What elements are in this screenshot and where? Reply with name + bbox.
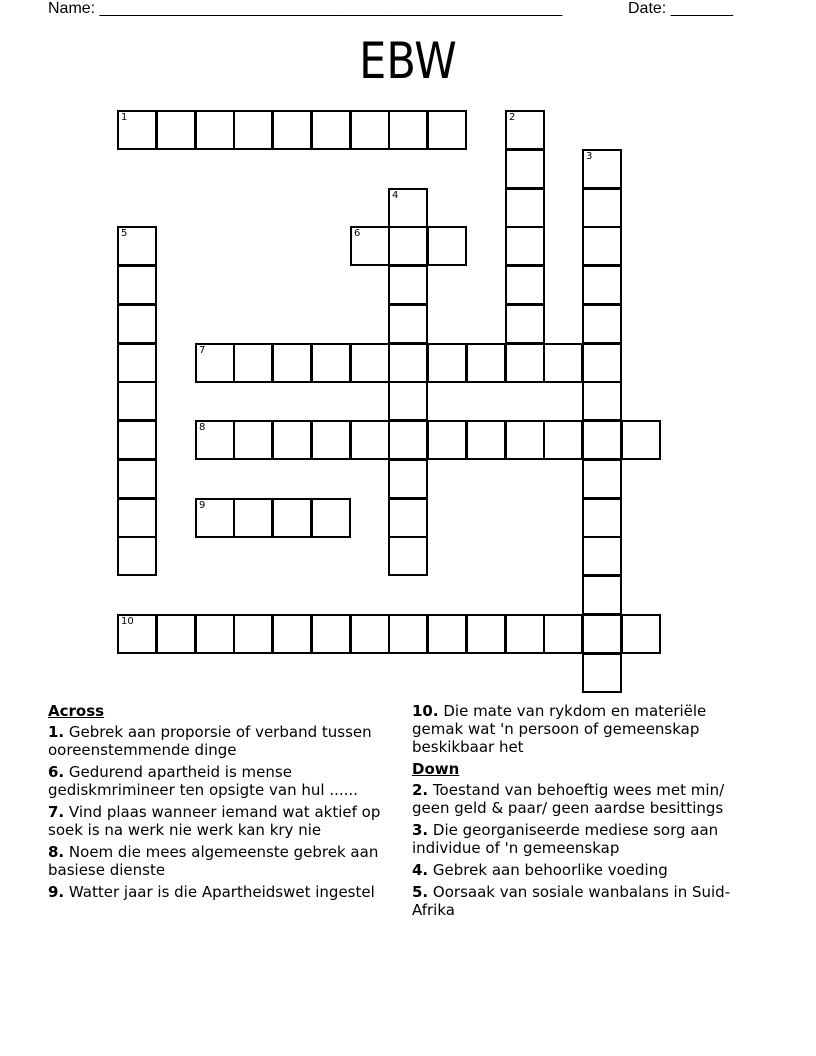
grid-cell[interactable] [195, 614, 235, 654]
clue-number-7: 7 [199, 345, 206, 356]
clue-number-9: 9 [199, 500, 206, 511]
clue-number-3: 3 [586, 151, 593, 162]
grid-cell[interactable] [505, 110, 545, 150]
grid-cell[interactable] [350, 110, 390, 150]
grid-cell[interactable] [311, 343, 351, 383]
clue-number-5: 5 [121, 228, 128, 239]
clue-across-9: 9. Watter jaar is die Apartheidswet ingestel [48, 883, 375, 901]
grid-cell[interactable] [117, 381, 157, 421]
grid-cell[interactable] [117, 420, 157, 460]
clues-right-column [412, 702, 762, 923]
page-title: EBW [359, 32, 457, 90]
clue-down-3: 3. Die georganiseerde mediese sorg aan individue of 'n gemeenskap [412, 821, 719, 857]
grid-cell[interactable] [272, 110, 312, 150]
grid-cell[interactable] [505, 304, 545, 344]
grid-cell[interactable] [117, 536, 157, 576]
grid-cell[interactable] [427, 614, 467, 654]
down-heading: Down [412, 760, 460, 778]
grid-cell[interactable] [195, 498, 235, 538]
clue-across-7: 7. Vind plaas wanneer iemand wat aktief op soek is na werk nie werk kan kry nie [48, 803, 381, 839]
clue-number-2: 2 [509, 112, 516, 123]
grid-cell[interactable] [350, 614, 390, 654]
grid-cell[interactable] [505, 614, 545, 654]
grid-cell[interactable] [272, 498, 312, 538]
clue-down-4: 4. Gebrek aan behoorlike voeding [412, 861, 668, 879]
grid-cell[interactable] [195, 420, 235, 460]
grid-cell[interactable] [543, 420, 583, 460]
grid-cell[interactable] [117, 343, 157, 383]
grid-cell[interactable] [156, 110, 196, 150]
clue-down-2: 2. Toestand van behoeftig wees met min/ geen geld & paar/ geen aardse besittings [412, 781, 725, 817]
clue-down-5: 5. Oorsaak van sosiale wanbalans in Suid-Afrika [412, 883, 731, 919]
grid-cell[interactable] [505, 420, 545, 460]
grid-cell[interactable] [117, 304, 157, 344]
grid-cell[interactable] [466, 420, 506, 460]
clue-number-10: 10 [121, 616, 134, 627]
grid-cell[interactable] [543, 614, 583, 654]
grid-cell[interactable] [466, 343, 506, 383]
grid-cell[interactable] [311, 420, 351, 460]
clue-number-6: 6 [354, 228, 361, 239]
grid-cell[interactable] [195, 343, 235, 383]
grid-cell[interactable] [427, 226, 467, 266]
grid-cell[interactable] [311, 614, 351, 654]
grid-cell[interactable] [195, 110, 235, 150]
clue-number-8: 8 [199, 422, 206, 433]
grid-cell[interactable] [582, 459, 622, 499]
grid-cell[interactable] [582, 614, 622, 654]
grid-cell[interactable] [582, 420, 622, 460]
clue-across-8: 8. Noem die mees algemeenste gebrek aan basiese dienste [48, 843, 379, 879]
grid-cell[interactable] [272, 343, 312, 383]
grid-cell[interactable] [117, 459, 157, 499]
grid-cell[interactable] [427, 420, 467, 460]
grid-cell[interactable] [621, 614, 661, 654]
grid-cell[interactable] [388, 188, 428, 228]
grid-cell[interactable] [350, 420, 390, 460]
grid-cell[interactable] [233, 343, 273, 383]
grid-cell[interactable] [388, 536, 428, 576]
grid-cell[interactable] [466, 614, 506, 654]
grid-cell[interactable] [388, 110, 428, 150]
grid-cell[interactable] [505, 188, 545, 228]
clue-number-1: 1 [121, 112, 128, 123]
grid-cell[interactable] [156, 614, 196, 654]
grid-cell[interactable] [388, 265, 428, 305]
grid-cell[interactable] [117, 265, 157, 305]
grid-cell[interactable] [388, 498, 428, 538]
grid-cell[interactable] [388, 420, 428, 460]
grid-cell[interactable] [117, 614, 157, 654]
grid-cell[interactable] [582, 653, 622, 693]
grid-cell[interactable] [505, 149, 545, 189]
grid-cell[interactable] [505, 343, 545, 383]
grid-cell[interactable] [582, 226, 622, 266]
grid-cell[interactable] [582, 149, 622, 189]
grid-cell[interactable] [117, 498, 157, 538]
grid-cell[interactable] [311, 498, 351, 538]
grid-cell[interactable] [233, 498, 273, 538]
grid-cell[interactable] [272, 420, 312, 460]
grid-cell[interactable] [350, 343, 390, 383]
grid-cell[interactable] [582, 304, 622, 344]
clue-across-10: 10. Die mate van rykdom en materiële gemak wat 'n persoon of gemeenskap beskikbaar het [412, 702, 707, 756]
grid-cell[interactable] [388, 226, 428, 266]
grid-cell[interactable] [582, 536, 622, 576]
grid-cell[interactable] [505, 265, 545, 305]
grid-cell[interactable] [582, 575, 622, 615]
grid-cell[interactable] [117, 110, 157, 150]
grid-cell[interactable] [388, 381, 428, 421]
clue-across-1: 1. Gebrek aan proporsie of verband tussen ooreenstemmende dinge [48, 723, 372, 759]
clues-left-column [48, 702, 404, 905]
grid-cell[interactable] [427, 343, 467, 383]
grid-cell[interactable] [388, 459, 428, 499]
date-field-label: Date: _______ [628, 0, 733, 17]
grid-cell[interactable] [233, 614, 273, 654]
grid-cell[interactable] [272, 614, 312, 654]
grid-cell[interactable] [311, 110, 351, 150]
grid-cell[interactable] [505, 226, 545, 266]
grid-cell[interactable] [582, 265, 622, 305]
grid-cell[interactable] [388, 343, 428, 383]
grid-cell[interactable] [388, 304, 428, 344]
grid-cell[interactable] [582, 381, 622, 421]
grid-cell[interactable] [543, 343, 583, 383]
across-heading: Across [48, 702, 105, 720]
clue-number-4: 4 [392, 190, 399, 201]
grid-cell[interactable] [582, 343, 622, 383]
grid-cell[interactable] [233, 110, 273, 150]
grid-cell[interactable] [388, 614, 428, 654]
name-field-label: Name: ____________________________________________________ [48, 0, 563, 17]
grid-cell[interactable] [621, 420, 661, 460]
grid-cell[interactable] [582, 188, 622, 228]
grid-cell[interactable] [233, 420, 273, 460]
grid-cell[interactable] [350, 226, 390, 266]
grid-cell[interactable] [427, 110, 467, 150]
grid-cell[interactable] [117, 226, 157, 266]
clue-across-6: 6. Gedurend apartheid is mense gediskmrimineer ten opsigte van hul ...... [48, 763, 358, 799]
grid-cell[interactable] [582, 498, 622, 538]
